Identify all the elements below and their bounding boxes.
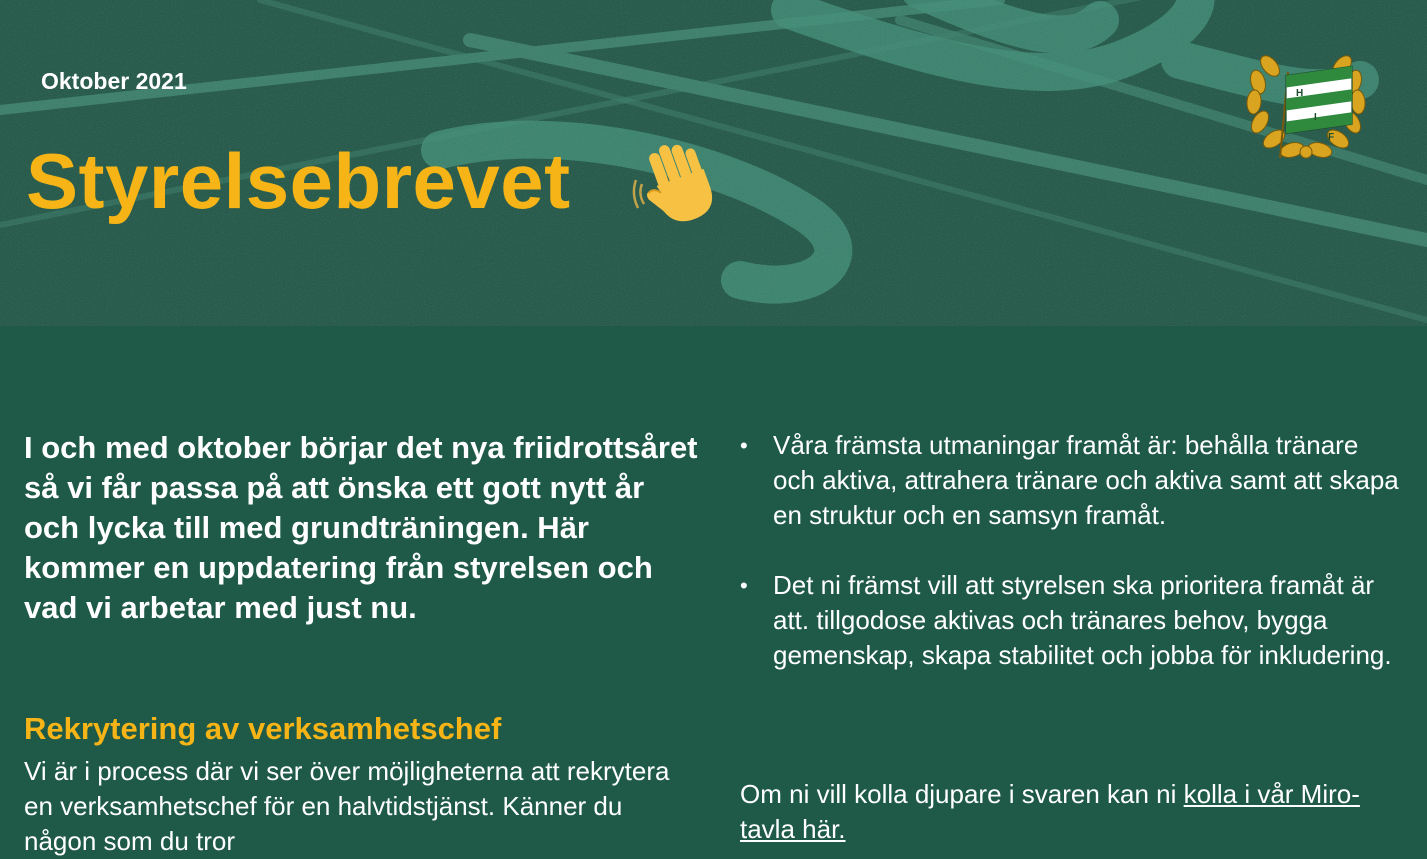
miro-board-link[interactable]: kolla i vår Miro-tavla här. <box>740 779 1360 844</box>
list-item <box>740 428 1400 533</box>
bullet-marker: • <box>740 573 748 598</box>
header-banner <box>0 0 1427 326</box>
list-item-text: Våra främsta utmaningar framåt är: behålla tränare och aktiva, attrahera tränare och aktiva samt att skapa en struktur och en samsyn framåt. <box>773 430 1399 530</box>
bullet-marker: • <box>740 433 748 458</box>
svg-text:F: F <box>1328 132 1335 143</box>
issue-date: Oktober 2021 <box>41 68 187 94</box>
section-heading-recruitment: Rekrytering av verksamhetschef <box>24 711 502 746</box>
section-text-recruitment: Vi är i process där vi ser över möjligheterna att rekrytera en verksamhetschef för en halvtidstjänst. Känner du någon som du tror <box>24 756 670 856</box>
list-item-text: Det ni främst vill att styrelsen ska prioritera framåt är att. tillgodose aktivas och tränares behov, bygga gemenskap, skapa stabilitet och jobba för inkludering. <box>773 570 1392 670</box>
page-title: Styrelsebrevet <box>26 137 571 225</box>
survey-results-list <box>740 428 1400 673</box>
svg-text:H: H <box>1296 88 1304 99</box>
intro-paragraph: I och med oktober börjar det nya friidrottsåret så vi får passa på att önska ett gott nytt år och lycka till med grundträningen. Här kommer en uppdatering från styrelsen och vad vi arbetar med just nu. <box>24 430 698 625</box>
miro-paragraph <box>740 777 1400 847</box>
waving-hand-icon <box>632 138 718 224</box>
miro-paragraph-text: Om ni vill kolla djupare i svaren kan ni <box>740 779 1184 809</box>
list-item <box>740 568 1400 673</box>
svg-text:I: I <box>1314 112 1317 123</box>
club-crest-icon <box>1240 38 1372 166</box>
